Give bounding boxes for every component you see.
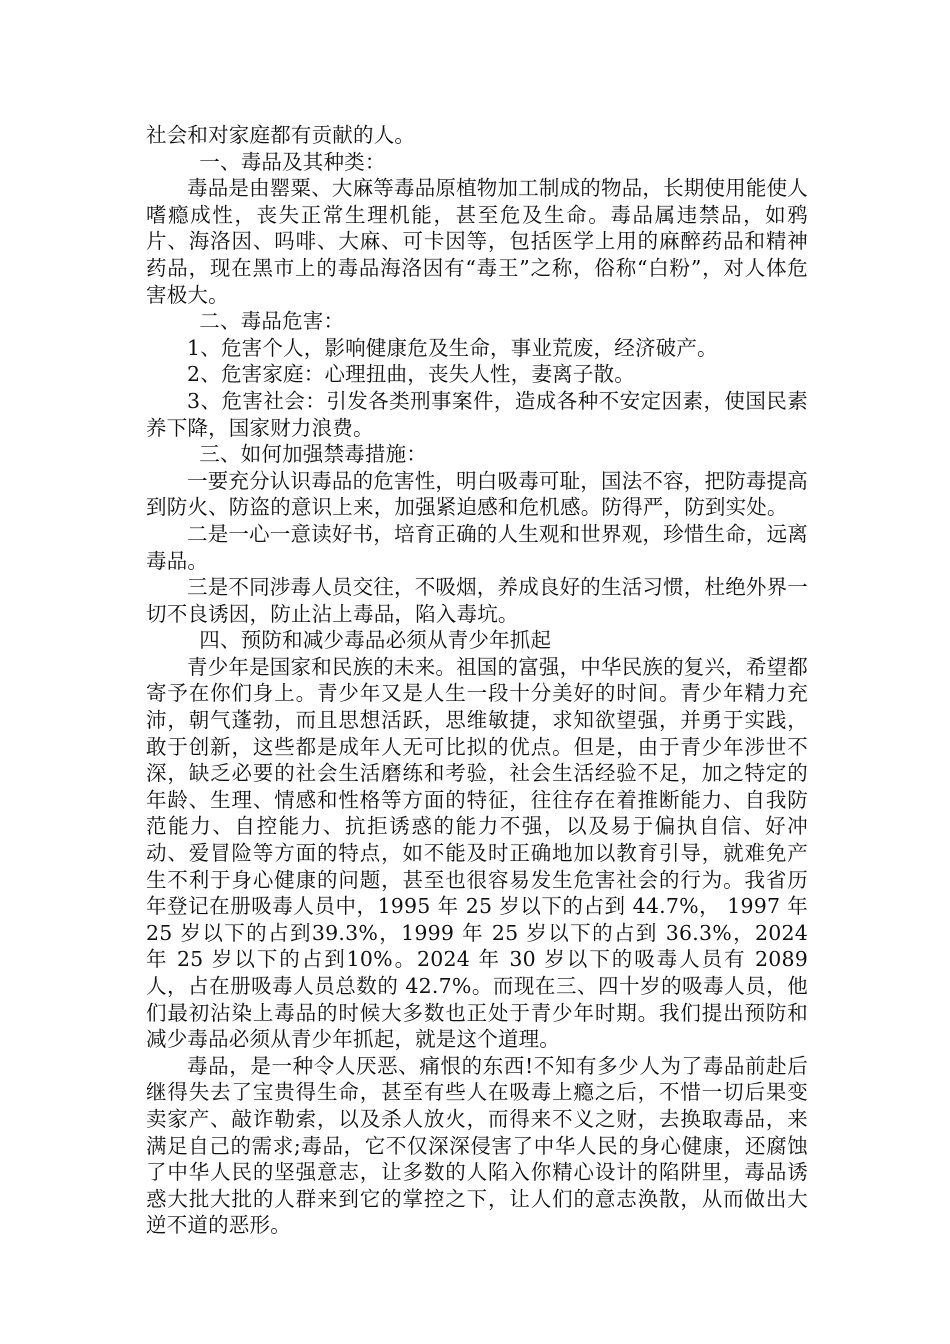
measure-item-2: 二是一心一意读好书，培育正确的人生观和世界观，珍惜生命，远离毒品。	[146, 521, 808, 573]
harm-item-family: 2、危害家庭：心理扭曲，丧失人性，妻离子散。	[187, 362, 635, 387]
paragraph-closing: 毒品，是一种令人厌恶、痛恨的东西!不知有多少人为了毒品前赴后继得失去了宝贵得生命，甚至有些人在吸毒上瘾之后，不惜一切后果变卖家产、敲诈勒索，以及杀人放火，而得来不义之财，去换取毒品，来满足自己的需求;毒品，它不仅深深侵害了中华人民的身心健康，还腐蚀了中华人民的坚强意志，让多数的人陷入你精心设计的陷阱里，毒品诱惑大批大批的人群来到它的掌控之下，让人们的意志涣散，从而做出大逆不道的恶形。	[146, 1053, 808, 1238]
harm-item-society: 3、危害社会：引发各类刑事案件，造成各种不安定因素，使国民素养下降，国家财力浪费。	[146, 388, 808, 440]
section-heading-4: 四、预防和减少毒品必须从青少年抓起	[199, 628, 552, 653]
section-heading-2: 二、毒品危害：	[199, 309, 345, 334]
section-heading-3: 三、如何加强禁毒措施：	[199, 442, 427, 467]
paragraph-drug-definition: 毒品是由罂粟、大麻等毒品原植物加工制成的物品，长期使用能使人嗜瘾成性，丧失正常生理机能，甚至危及生命。毒品属违禁品，如鸦片、海洛因、吗啡、大麻、可卡因等，包括医学上用的麻醉药品和精神药品，现在黑市上的毒品海洛因有“毒王”之称，俗称“白粉”，对人体危害极大。	[146, 176, 808, 307]
section-heading-1: 一、毒品及其种类：	[199, 149, 386, 174]
measure-item-3: 三是不同涉毒人员交往，不吸烟，养成良好的生活习惯，杜绝外界一切不良诱因，防止沾上毒品，陷入毒坑。	[146, 575, 808, 626]
paragraph-youth: 青少年是国家和民族的未来。祖国的富强，中华民族的复兴，希望都寄予在你们身上。青少年又是人生一段十分美好的时间。青少年精力充沛，朝气蓬勃，而且思想活跃，思维敏捷，求知欲望强，并勇于实践，敢于创新，这些都是成年人无可比拟的优点。但是，由于青少年涉世不深，缺乏必要的社会生活磨练和考验，社会生活经验不足，加之特定的年龄、生理、情感和性格等方面的特征，往往存在着推断能力、自我防范能力、自控能力、抗拒诱惑的能力不强，以及易于偏执自信、好冲动、爱冒险等方面的特点，如不能及时正确地加以教育引导，就难免产生不利于身心健康的问题，甚至也很容易发生危害社会的行为。我省历年登记在册吸毒人员中，1995 年 25 岁以下的占到 44.7%， 1997 年 25 岁以下的占到39.3%，1999 年 25 岁以下的占到 36.3%，2024 年 25 岁以下的占到10%。2024 年 30 岁以下的吸毒人员有 2089 人，占在册吸毒人员总数的 42.7%。而现在三、四十岁的吸毒人员，他们最初沾染上毒品的时候大多数也正处于青少年时期。我们提出预防和减少毒品必须从青少年抓起，就是这个道理。	[146, 654, 808, 1052]
paragraph-continuation: 社会和对家庭都有贡献的人。	[146, 123, 416, 147]
document-body	[146, 122, 808, 1239]
measure-item-1: 一要充分认识毒品的危害性，明白吸毒可耻，国法不容，把防毒提高到防火、防盗的意识上来，加强紧迫感和危机感。防得严，防到实处。	[146, 468, 808, 520]
harm-item-personal: 1、危害个人，影响健康危及生命，事业荒废，经济破产。	[187, 335, 718, 360]
